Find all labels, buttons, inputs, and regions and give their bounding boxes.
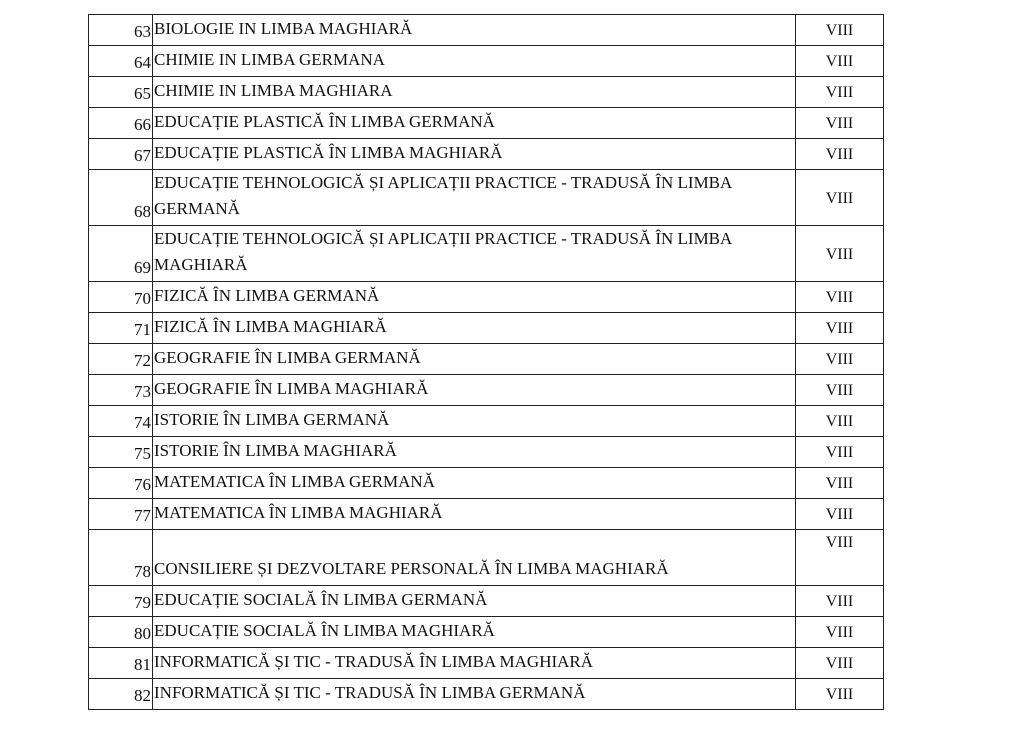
subject-name: EDUCAȚIE PLASTICĂ ÎN LIMBA GERMANĂ [153, 108, 796, 139]
subject-name: EDUCAȚIE PLASTICĂ ÎN LIMBA MAGHIARĂ [153, 139, 796, 170]
row-number: 66 [89, 108, 153, 139]
subject-name: EDUCAȚIE TEHNOLOGICĂ ȘI APLICAȚII PRACTICE - TRADUSĂ ÎN LIMBA GERMANĂ [153, 170, 796, 226]
subject-name: ISTORIE ÎN LIMBA GERMANĂ [153, 406, 796, 437]
grade-class: VIII [796, 226, 884, 282]
table-row [89, 313, 884, 344]
grade-class: VIII [796, 468, 884, 499]
table-row [89, 139, 884, 170]
table-row [89, 437, 884, 468]
subject-name: GEOGRAFIE ÎN LIMBA GERMANĂ [153, 344, 796, 375]
subject-name: INFORMATICĂ ȘI TIC - TRADUSĂ ÎN LIMBA MAGHIARĂ [153, 648, 796, 679]
grade-class: VIII [796, 406, 884, 437]
subject-name: FIZICĂ ÎN LIMBA GERMANĂ [153, 282, 796, 313]
table-row [89, 15, 884, 46]
row-number: 77 [89, 499, 153, 530]
row-number: 68 [89, 170, 153, 226]
row-number: 64 [89, 46, 153, 77]
grade-class: VIII [796, 46, 884, 77]
subject-name: CHIMIE IN LIMBA MAGHIARA [153, 77, 796, 108]
table-row [89, 344, 884, 375]
table-row [89, 468, 884, 499]
grade-class: VIII [796, 313, 884, 344]
subject-name: MATEMATICA ÎN LIMBA MAGHIARĂ [153, 499, 796, 530]
subject-name: CHIMIE IN LIMBA GERMANA [153, 46, 796, 77]
subject-name: ISTORIE ÎN LIMBA MAGHIARĂ [153, 437, 796, 468]
table-row [89, 108, 884, 139]
subject-name: EDUCAȚIE SOCIALĂ ÎN LIMBA MAGHIARĂ [153, 617, 796, 648]
grade-class: VIII [796, 586, 884, 617]
subject-name: BIOLOGIE IN LIMBA MAGHIARĂ [153, 15, 796, 46]
row-number: 67 [89, 139, 153, 170]
row-number: 74 [89, 406, 153, 437]
table-row [89, 46, 884, 77]
row-number: 82 [89, 679, 153, 710]
row-number: 70 [89, 282, 153, 313]
grade-class: VIII [796, 139, 884, 170]
table-row [89, 530, 884, 586]
grade-class: VIII [796, 108, 884, 139]
subject-name: MATEMATICA ÎN LIMBA GERMANĂ [153, 468, 796, 499]
subject-name: EDUCAȚIE SOCIALĂ ÎN LIMBA GERMANĂ [153, 586, 796, 617]
row-number: 76 [89, 468, 153, 499]
grade-class: VIII [796, 170, 884, 226]
table-row [89, 226, 884, 282]
row-number: 81 [89, 648, 153, 679]
table-row [89, 679, 884, 710]
subject-name: FIZICĂ ÎN LIMBA MAGHIARĂ [153, 313, 796, 344]
row-number: 75 [89, 437, 153, 468]
grade-class: VIII [796, 375, 884, 406]
row-number: 73 [89, 375, 153, 406]
grade-class: VIII [796, 437, 884, 468]
row-number: 63 [89, 15, 153, 46]
table-row [89, 586, 884, 617]
table-row [89, 499, 884, 530]
subject-name: CONSILIERE ȘI DEZVOLTARE PERSONALĂ ÎN LIMBA MAGHIARĂ [153, 530, 796, 586]
grade-class: VIII [796, 499, 884, 530]
grade-class: VIII [796, 648, 884, 679]
grade-class: VIII [796, 15, 884, 46]
row-number: 80 [89, 617, 153, 648]
table-row [89, 170, 884, 226]
row-number: 65 [89, 77, 153, 108]
grade-class: VIII [796, 679, 884, 710]
grade-class: VIII [796, 282, 884, 313]
subject-name: INFORMATICĂ ȘI TIC - TRADUSĂ ÎN LIMBA GERMANĂ [153, 679, 796, 710]
subject-name: EDUCAȚIE TEHNOLOGICĂ ȘI APLICAȚII PRACTICE - TRADUSĂ ÎN LIMBA MAGHIARĂ [153, 226, 796, 282]
table-row [89, 77, 884, 108]
grade-class: VIII [796, 77, 884, 108]
table-row [89, 617, 884, 648]
table-row [89, 375, 884, 406]
table-row [89, 282, 884, 313]
row-number: 69 [89, 226, 153, 282]
subject-name: GEOGRAFIE ÎN LIMBA MAGHIARĂ [153, 375, 796, 406]
row-number: 72 [89, 344, 153, 375]
table-row [89, 406, 884, 437]
row-number: 71 [89, 313, 153, 344]
row-number: 78 [89, 530, 153, 586]
subjects-table [88, 14, 884, 710]
table-row [89, 648, 884, 679]
grade-class: VIII [796, 530, 884, 586]
row-number: 79 [89, 586, 153, 617]
grade-class: VIII [796, 344, 884, 375]
grade-class: VIII [796, 617, 884, 648]
